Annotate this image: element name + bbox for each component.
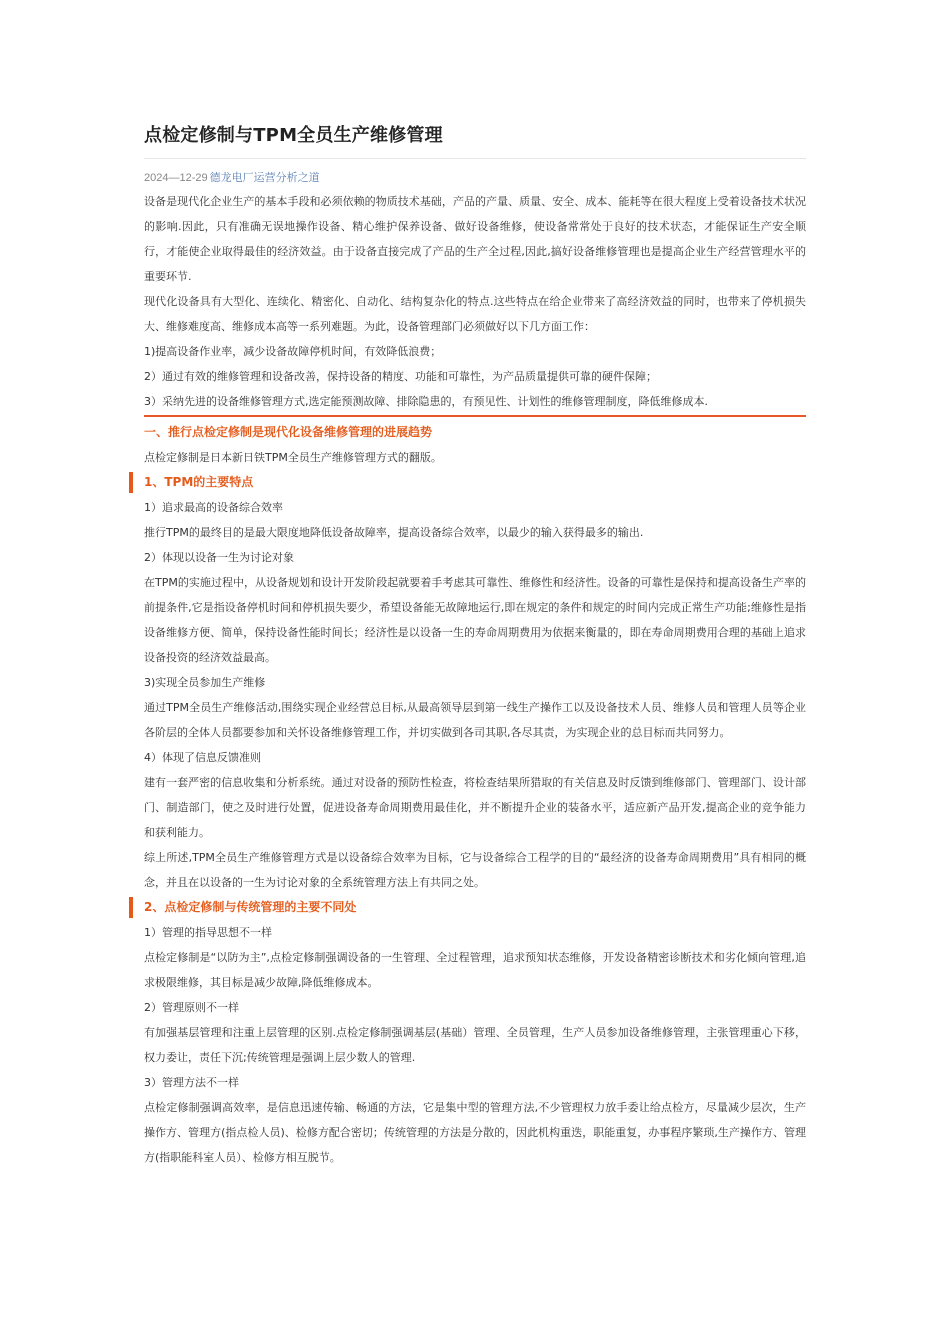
subsection-heading-text: 1、TPM的主要特点 bbox=[144, 475, 254, 489]
point-heading: 2）管理原则不一样 bbox=[144, 1001, 239, 1014]
point-heading: 1）追求最高的设备综合效率 bbox=[144, 501, 283, 514]
subsection-heading bbox=[144, 895, 806, 920]
paragraph: 有加强基层管理和注重上层管理的区别.点检定修制强调基层(基础）管理、全员管理，生产人员参加设备维修管理，主张管理重心下移，权力委让，责任下沉;传统管理是强调上层少数人的管理. bbox=[144, 1026, 806, 1064]
intro-list-item: 2）通过有效的维修管理和设备改善，保持设备的精度、功能和可靠性，为产品质量提供可靠的硬件保障； bbox=[144, 370, 657, 383]
heading-accent-bar bbox=[129, 897, 133, 918]
article-title: 点检定修制与TPM全员生产维修管理 bbox=[144, 125, 443, 146]
paragraph: 通过TPM全员生产维修活动,围绕实现企业经营总目标,从最高领导层到第一线生产操作工以及设备技术人员、维修人员和管理人员等企业各阶层的全体人员都要参加和关怀设备维修管理工作，并切实做到各司其职,各尽其责，为实现企业的总目标而共同努力。 bbox=[144, 701, 806, 739]
paragraph: 在TPM的实施过程中，从设备规划和设计开发阶段起就要着手考虑其可靠性、维修性和经济性。设备的可靠性是保持和提高设备生产率的前提条件,它是指设备停机时间和停机损失要少，希望设备能无故障地运行,即在规定的条件和规定的时间内完成正常生产功能;维修性是指设备维修方便、简单，保持设备性能时间长；经济性是以设备一生的寿命周期费用为依据来衡量的，即在寿命周期费用合理的基础上追求设备投资的经济效益最高。 bbox=[144, 576, 806, 664]
point-heading: 2）体现以设备一生为讨论对象 bbox=[144, 551, 294, 564]
point-heading: 1）管理的指导思想不一样 bbox=[144, 926, 272, 939]
title-divider bbox=[144, 158, 806, 159]
intro-paragraph: 设备是现代化企业生产的基本手段和必须依赖的物质技术基础，产品的产量、质量、安全、成本、能耗等在很大程度上受着设备技术状况的影响.因此，只有准确无误地操作设备、精心维护保养设备、做好设备维修，使设备常常处于良好的技术状态，才能保证生产安全顺行，才能使企业取得最佳的经济效益。由于设备直接完成了产品的生产全过程,因此,搞好设备维修管理也是提高企业生产经营管理水平的重要环节. bbox=[144, 195, 806, 283]
article-source-link[interactable]: 德龙电厂运营分析之道 bbox=[209, 172, 320, 184]
paragraph: 点检定修制强调高效率，是信息迅速传输、畅通的方法，它是集中型的管理方法,不少管理权力放手委让给点检方，尽量减少层次，生产操作方、管理方(指点检人员)、检修方配合密切；传统管理的方法是分散的，因此机构重迭，职能重复，办事程序繁琐,生产操作方、管理方(指职能科室人员）、检修方相互脱节。 bbox=[144, 1101, 806, 1164]
intro-list-item: 1)提高设备作业率，减少设备故障停机时间，有效降低浪费； bbox=[144, 345, 442, 358]
point-heading: 3）管理方法不一样 bbox=[144, 1076, 239, 1089]
point-heading: 4）体现了信息反馈准则 bbox=[144, 751, 261, 764]
summary-paragraph: 综上所述,TPM全员生产维修管理方式是以设备综合效率为目标，它与设备综合工程学的目的“最经济的设备寿命周期费用”具有相同的概念，并且在以设备的一生为讨论对象的全系统管理方法上有共同之处。 bbox=[144, 851, 806, 889]
section-divider bbox=[144, 415, 806, 417]
section-paragraph: 点检定修制是日本新日铁TPM全员生产维修管理方式的翻版。 bbox=[144, 451, 442, 464]
point-heading: 3)实现全员参加生产维修 bbox=[144, 676, 266, 689]
article bbox=[144, 120, 806, 1170]
subsection-heading bbox=[144, 470, 806, 495]
section-heading: 一、推行点检定修制是现代化设备维修管理的进展趋势 bbox=[144, 425, 433, 439]
paragraph: 建有一套严密的信息收集和分析系统。通过对设备的预防性检查，将检查结果所猎取的有关信息及时反馈到维修部门、管理部门、设计部门、制造部门，使之及时进行处置，促进设备寿命周期费用最佳化，并不断提升企业的装备水平，适应新产品开发,提高企业的竞争能力和获利能力。 bbox=[144, 776, 806, 839]
intro-list-item: 3）采纳先进的设备维修管理方式,选定能预测故障、排除隐患的，有预见性、计划性的维修管理制度，降低维修成本. bbox=[144, 395, 708, 408]
article-date: 2024—12-29 bbox=[144, 172, 208, 184]
subsection-heading-text: 2、点检定修制与传统管理的主要不同处 bbox=[144, 900, 357, 914]
intro-paragraph: 现代化设备具有大型化、连续化、精密化、自动化、结构复杂化的特点.这些特点在给企业带来了高经济效益的同时，也带来了停机损失大、维修难度高、维修成本高等一系列难题。为此，设备管理部门必须做好以下几方面工作： bbox=[144, 295, 806, 333]
paragraph: 点检定修制是“以防为主”,点检定修制强调设备的一生管理、全过程管理，追求预知状态维修，开发设备精密诊断技术和劣化倾向管理,追求极限维修，其目标是减少故障,降低维修成本。 bbox=[144, 951, 806, 989]
article-meta bbox=[144, 170, 806, 186]
paragraph: 推行TPM的最终目的是最大限度地降低设备故障率，提高设备综合效率，以最少的输入获得最多的输出. bbox=[144, 526, 644, 539]
heading-accent-bar bbox=[129, 472, 133, 493]
